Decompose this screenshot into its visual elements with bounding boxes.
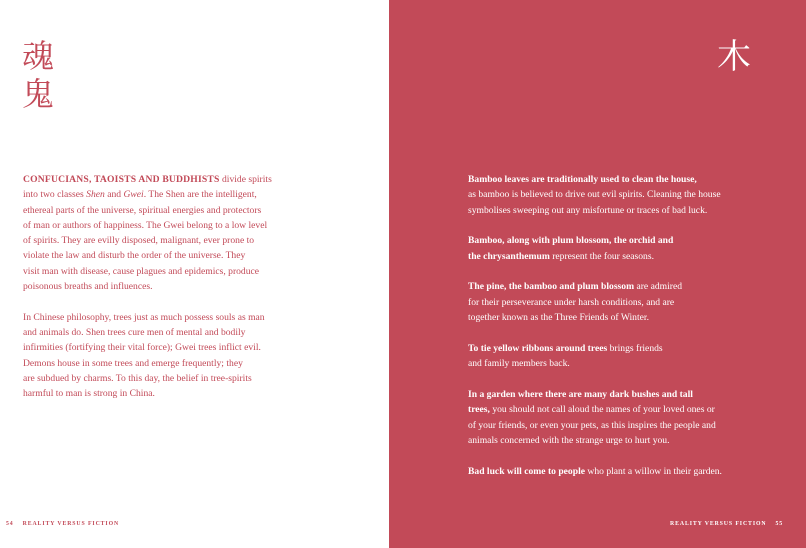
text-line bbox=[23, 248, 285, 263]
left-page bbox=[0, 0, 389, 548]
text-run: ethereal parts of the universe, spiritual energies and protectors bbox=[23, 204, 262, 216]
text-line bbox=[468, 233, 768, 248]
text-run: of your friends, or even your pets, as this inspires the people and bbox=[468, 419, 716, 431]
right-page bbox=[389, 0, 806, 548]
text-line bbox=[468, 279, 768, 294]
text-run: violate the law and disturb the order of the universe. They bbox=[23, 250, 246, 262]
text-run: infirmities (fortifying their vital force); Gwei trees inflict evil. bbox=[23, 342, 261, 354]
text-run: together known as the Three Friends of Winter. bbox=[468, 312, 649, 324]
text-line bbox=[468, 295, 768, 310]
paragraph bbox=[468, 233, 768, 264]
emphasis-text: Bad luck will come to people bbox=[468, 465, 585, 477]
text-line bbox=[468, 464, 768, 479]
right-body-text bbox=[468, 172, 768, 494]
chinese-characters-soul-ghost bbox=[22, 37, 55, 116]
text-line bbox=[468, 402, 768, 417]
text-run: you should not call aloud the names of your loved ones or bbox=[489, 404, 715, 416]
text-line bbox=[23, 310, 285, 325]
text-line bbox=[468, 418, 768, 433]
text-run: visit man with disease, cause plagues and epidemics, produce bbox=[23, 265, 260, 277]
emphasis-text: Gwei bbox=[123, 189, 144, 201]
text-line bbox=[23, 279, 285, 294]
left-body-text bbox=[23, 172, 285, 417]
chinese-character: 鬼 bbox=[22, 75, 55, 113]
text-line bbox=[23, 340, 285, 355]
text-run: harmful to man is strong in China. bbox=[23, 388, 155, 400]
paragraph bbox=[468, 279, 768, 325]
text-run: are subdued by charms. To this day, the belief in tree-spirits bbox=[23, 373, 252, 385]
running-title: REALITY VERSUS FICTION bbox=[22, 521, 120, 527]
right-footer bbox=[670, 521, 783, 527]
text-line bbox=[23, 371, 285, 386]
text-line bbox=[468, 203, 768, 218]
text-line bbox=[23, 187, 285, 202]
text-line bbox=[468, 433, 768, 448]
emphasis-text: Shen bbox=[86, 189, 105, 201]
chinese-character-wood: 木 bbox=[717, 37, 751, 77]
page-number: 54 bbox=[6, 521, 14, 527]
page-number: 55 bbox=[775, 521, 784, 527]
text-line bbox=[468, 187, 768, 202]
text-line bbox=[23, 356, 285, 371]
text-run: and animals do. Shen trees cure men of mental and bodily bbox=[23, 327, 246, 339]
paragraph bbox=[468, 464, 768, 479]
text-run: . The Shen are the intelligent, bbox=[143, 189, 257, 201]
chinese-character: 魂 bbox=[22, 37, 55, 75]
emphasis-text: the chrysanthemum bbox=[468, 250, 550, 262]
emphasis-text: Bamboo leaves are traditionally used to clean the house, bbox=[468, 174, 697, 185]
emphasis-text: trees, bbox=[468, 404, 490, 416]
text-line bbox=[468, 249, 768, 264]
emphasis-text: In a garden where there are many dark bushes and tall bbox=[468, 388, 693, 400]
emphasis-text: Bamboo, along with plum blossom, the orchid and bbox=[468, 235, 674, 247]
text-run: for their perseverance under harsh conditions, and are bbox=[468, 296, 675, 308]
paragraph bbox=[468, 341, 768, 372]
text-run: who plant a willow in their garden. bbox=[585, 465, 722, 477]
emphasis-text: The pine, the bamboo and plum blossom bbox=[468, 281, 635, 293]
text-run: In Chinese philosophy, trees just as much possess souls as man bbox=[23, 311, 265, 323]
emphasis-text: To tie yellow ribbons around trees bbox=[468, 342, 608, 354]
text-run: and bbox=[104, 189, 124, 201]
paragraph bbox=[468, 387, 768, 448]
paragraph bbox=[23, 310, 285, 402]
text-run: are admired bbox=[634, 281, 683, 293]
text-run: into two classes bbox=[23, 189, 87, 201]
paragraph bbox=[468, 172, 768, 218]
paragraph bbox=[23, 172, 285, 294]
text-run: represent the four seasons. bbox=[549, 250, 654, 262]
text-line bbox=[23, 264, 285, 279]
text-run: animals concerned with the strange urge to hurt you. bbox=[468, 434, 670, 446]
text-run: as bamboo is believed to drive out evil spirits. Cleaning the house bbox=[468, 189, 721, 201]
running-title: REALITY VERSUS FICTION bbox=[670, 521, 767, 527]
text-run: brings friends bbox=[607, 342, 663, 354]
left-footer bbox=[6, 521, 119, 527]
text-line bbox=[23, 233, 285, 248]
text-run: Demons house in some trees and emerge frequently; they bbox=[23, 357, 243, 369]
text-line bbox=[468, 341, 768, 356]
emphasis-text: CONFUCIANS, TAOISTS AND BUDDHISTS bbox=[23, 174, 220, 185]
text-run: symbolises sweeping out any misfortune or traces of bad luck. bbox=[468, 204, 708, 216]
text-line bbox=[23, 172, 285, 187]
text-line bbox=[468, 356, 768, 371]
text-run: divide spirits bbox=[219, 174, 272, 185]
text-line bbox=[468, 387, 768, 402]
text-run: of spirits. They are evilly disposed, malignant, ever prone to bbox=[23, 235, 255, 247]
text-line bbox=[468, 172, 768, 187]
text-line bbox=[23, 218, 285, 233]
text-line bbox=[23, 325, 285, 340]
text-line bbox=[468, 310, 768, 325]
text-run: poisonous breaths and influences. bbox=[23, 281, 153, 293]
text-line bbox=[23, 386, 285, 401]
text-run: of man or authors of happiness. The Gwei belong to a low level bbox=[23, 219, 268, 231]
text-run: and family members back. bbox=[468, 358, 570, 370]
text-line bbox=[23, 203, 285, 218]
